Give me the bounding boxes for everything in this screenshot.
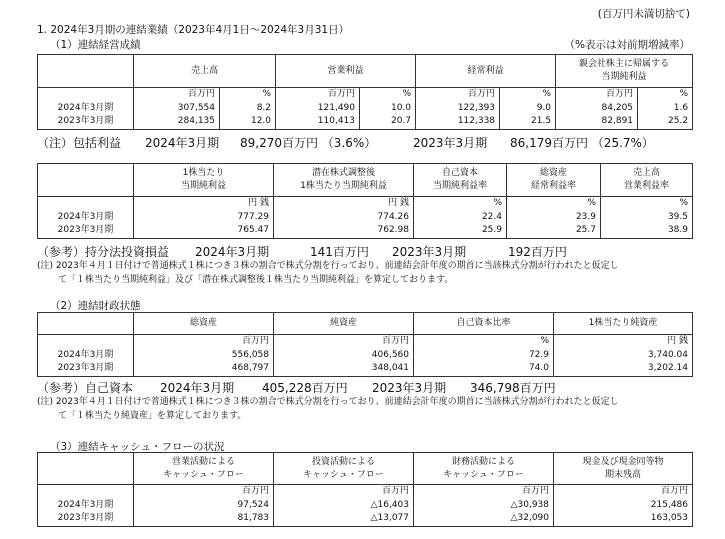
section-heading: （2）連結財政状態: [50, 300, 141, 312]
cell-value: 74.0: [414, 362, 554, 376]
header-cell: 財務活動による キャッシュ・フロー: [414, 453, 554, 485]
footnote: (注) 2023年４月１日付けで普通株式１株につき３株の割合で株式分割を行っており、前連結会計年度の期首に当該株式分割が行われたと仮定し: [37, 261, 619, 271]
note-value: 86,179百万円 （25.7%）: [510, 136, 654, 150]
section-heading: （1）連結経営成績: [50, 39, 141, 51]
header-cell: 営業利益: [276, 55, 416, 88]
ref-period: 2024年3月期: [195, 245, 270, 259]
unit-note: (百万円未満切捨て): [597, 8, 690, 20]
cell-value: △30,938: [414, 499, 554, 513]
comprehensive-income-label: （注）包括利益: [37, 136, 122, 150]
cell-value: 25.2: [638, 115, 693, 129]
cell-value: 81,783: [134, 512, 274, 526]
cell-value: 468,797: [134, 362, 274, 376]
unit: 百万円: [554, 485, 693, 499]
section-heading: （3）連結キャッシュ・フローの状況: [50, 441, 225, 453]
header-cell: 現金及び現金同等物 期末残高: [554, 453, 693, 485]
equity-method-label: （参考）持分法投資損益: [37, 245, 170, 259]
unit: 百万円: [274, 485, 414, 499]
unit: 百万円: [416, 88, 500, 102]
cell-value: 82,891: [556, 115, 638, 129]
unit: %: [414, 335, 554, 349]
header-cell: 総資産: [134, 313, 274, 335]
ref-value: 346,798百万円: [470, 381, 556, 395]
cell-value: 762.98: [274, 224, 414, 238]
page-title: 1. 2024年3月期の連結業績（2023年4月1日～2024年3月31日）: [37, 24, 350, 36]
ref-period: 2024年3月期: [160, 381, 235, 395]
header-cell: 親会社株主に帰属する 当期純利益: [556, 55, 693, 88]
cell-value: 3,202.14: [554, 362, 693, 376]
cell-value: 112,338: [416, 115, 500, 129]
row-label: 2024年3月期: [38, 349, 134, 363]
ref-value: 192百万円: [508, 245, 567, 259]
header-cell: 売上高: [134, 55, 276, 88]
cell-value: 23.9: [507, 211, 601, 225]
table-row: [38, 115, 693, 129]
unit: %: [220, 88, 276, 102]
cell-value: 9.0: [500, 102, 556, 116]
cell-value: 556,058: [134, 349, 274, 363]
row-label: 2023年3月期: [38, 362, 134, 376]
unit: %: [414, 197, 507, 211]
header-cell: 純資産: [274, 313, 414, 335]
ref-period: 2023年3月期: [372, 381, 447, 395]
financial-position-table: [37, 312, 693, 377]
cell-value: 215,486: [554, 499, 693, 513]
unit: 百万円: [134, 88, 220, 102]
cell-value: 20.7: [360, 115, 416, 129]
note-period: 2023年3月期: [413, 136, 488, 150]
table-row: [38, 512, 693, 526]
note-period: 2024年3月期: [145, 136, 220, 150]
cell-value: 22.4: [414, 211, 507, 225]
cell-value: 25.7: [507, 224, 601, 238]
row-label: 2023年3月期: [38, 224, 134, 238]
cell-value: 25.9: [414, 224, 507, 238]
unit: %: [500, 88, 556, 102]
unit: 百万円: [556, 88, 638, 102]
unit: 円 銭: [554, 335, 693, 349]
cell-value: 84,205: [556, 102, 638, 116]
cell-value: 39.5: [601, 211, 693, 225]
unit: %: [601, 197, 693, 211]
cell-value: 110,413: [276, 115, 360, 129]
cell-value: 765.47: [134, 224, 274, 238]
ref-period: 2023年3月期: [392, 245, 467, 259]
unit: %: [507, 197, 601, 211]
cell-value: 21.5: [500, 115, 556, 129]
ref-value: 405,228百万円: [262, 381, 348, 395]
unit: 円 銭: [134, 197, 274, 211]
header-cell: 自己資本比率: [414, 313, 554, 335]
header-cell: 営業活動による キャッシュ・フロー: [134, 453, 274, 485]
cell-value: 348,041: [274, 362, 414, 376]
table-row: [38, 211, 693, 225]
cell-value: 777.29: [134, 211, 274, 225]
cell-value: 1.6: [638, 102, 693, 116]
unit: 百万円: [134, 485, 274, 499]
cell-value: 406,560: [274, 349, 414, 363]
unit: 百万円: [274, 335, 414, 349]
header-cell: 1株当たり純資産: [554, 313, 693, 335]
per-share-table: [37, 163, 693, 239]
header-cell: 自己資本 当期純利益率: [414, 164, 507, 197]
cell-value: 10.0: [360, 102, 416, 116]
row-label: 2023年3月期: [38, 512, 134, 526]
cell-value: 121,490: [276, 102, 360, 116]
row-label: 2024年3月期: [38, 211, 134, 225]
table-row: [38, 362, 693, 376]
note-value: 89,270百万円 （3.6%）: [240, 136, 377, 150]
operating-results-table: [37, 54, 693, 130]
cell-value: 38.9: [601, 224, 693, 238]
cell-value: 122,393: [416, 102, 500, 116]
header-cell: 潜在株式調整後 1株当たり当期純利益: [274, 164, 414, 197]
header-cell: 1株当たり 当期純利益: [134, 164, 274, 197]
header-cell: 経常利益: [416, 55, 556, 88]
cell-value: 72.9: [414, 349, 554, 363]
equity-label: （参考）自己資本: [37, 381, 134, 395]
pct-note: （%表示は対前期増減率）: [564, 39, 690, 51]
cell-value: 774.26: [274, 211, 414, 225]
unit: 百万円: [276, 88, 360, 102]
unit: %: [360, 88, 416, 102]
cell-value: △32,090: [414, 512, 554, 526]
header-cell: 投資活動による キャッシュ・フロー: [274, 453, 414, 485]
cell-value: 163,053: [554, 512, 693, 526]
row-label: 2024年3月期: [38, 102, 134, 116]
cell-value: 284,135: [134, 115, 220, 129]
unit: 円 銭: [274, 197, 414, 211]
row-label: 2023年3月期: [38, 115, 134, 129]
cell-value: △16,403: [274, 499, 414, 513]
footnote: て「１株当たり当期純利益」及び「潜在株式調整後１株当たり当期純利益」を算定しております。: [58, 275, 454, 285]
ref-value: 141百万円: [310, 245, 369, 259]
cash-flow-table: [37, 452, 693, 527]
table-row: [38, 102, 693, 116]
cell-value: 12.0: [220, 115, 276, 129]
header-cell: 総資産 経常利益率: [507, 164, 601, 197]
table-row: [38, 349, 693, 363]
table-row: [38, 224, 693, 238]
unit: %: [638, 88, 693, 102]
cell-value: 307,554: [134, 102, 220, 116]
cell-value: 97,524: [134, 499, 274, 513]
header-cell: 売上高 営業利益率: [601, 164, 693, 197]
row-label: 2024年3月期: [38, 499, 134, 513]
cell-value: 3,740.04: [554, 349, 693, 363]
unit: 百万円: [134, 335, 274, 349]
table-row: [38, 499, 693, 513]
unit: 百万円: [414, 485, 554, 499]
footnote: て「１株当たり純資産」を算定しております。: [58, 411, 247, 421]
cell-value: △13,077: [274, 512, 414, 526]
footnote: (注) 2023年４月１日付けで普通株式１株につき３株の割合で株式分割を行っており、前連結会計年度の期首に当該株式分割が行われたと仮定し: [37, 397, 619, 407]
cell-value: 8.2: [220, 102, 276, 116]
